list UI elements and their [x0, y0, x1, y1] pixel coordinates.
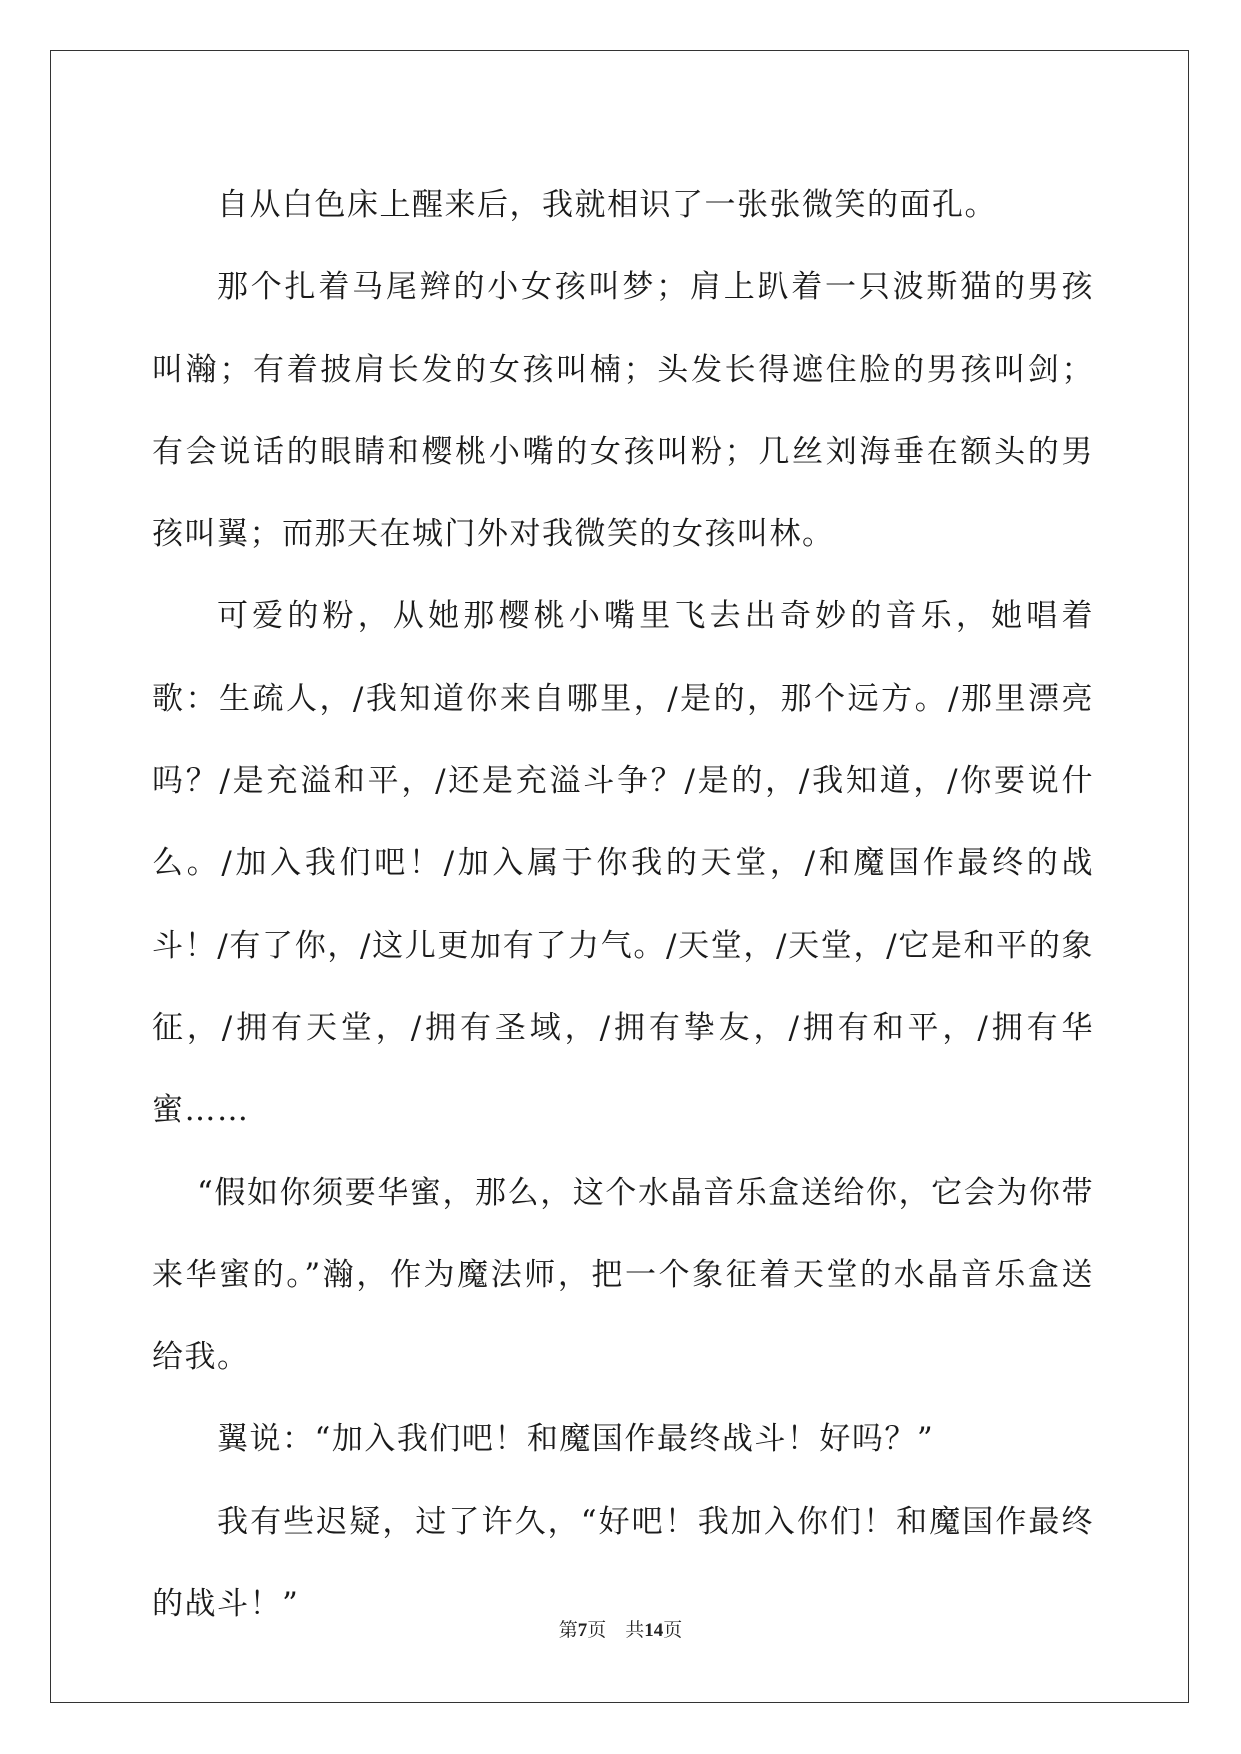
page-mid: 页 共	[587, 1619, 645, 1641]
page-total: 14	[644, 1620, 664, 1641]
page-suffix: 页	[663, 1619, 683, 1641]
paragraph-1: 自从白色床上醒来后，我就相识了一张张微笑的面孔。	[217, 187, 997, 223]
paragraph-6: 我有些迟疑，过了许久，“好吧！我加入你们！和魔国作最终的战斗！”	[152, 1503, 1094, 1623]
paragraph-3: 可爱的粉，从她那樱桃小嘴里飞去出奇妙的音乐，她唱着歌：生疏人，/我知道你来自哪里，/是的，那个远方。/那里漂亮吗？/是充溢和平，/还是充溢斗争？/是的，/我知道，/你要说什么。/加入我们吧！/加入属于你我的天堂，/和魔国作最终的战斗！/有了你，/这儿更加有了力气。/天堂，/天堂，/它是和平的象征，/拥有天堂，/拥有圣域，/拥有挚友，/拥有和平，/拥有华蜜……	[152, 598, 1094, 1129]
page-current: 7	[577, 1620, 588, 1641]
page-footer	[0, 1618, 1241, 1643]
page-prefix: 第	[558, 1619, 578, 1641]
paragraph-4: “假如你须要华蜜，那么，这个水晶音乐盒送给你，它会为你带来华蜜的。”瀚，作为魔法师，把一个象征着天堂的水晶音乐盒送给我。	[152, 1174, 1094, 1376]
paragraph-5: 翼说：“加入我们吧！和魔国作最终战斗！好吗？”	[217, 1421, 935, 1458]
document-body	[152, 164, 1094, 1645]
paragraph-2: 那个扎着马尾辫的小女孩叫梦；肩上趴着一只波斯猫的男孩叫瀚；有着披肩长发的女孩叫楠；头发长得遮住脸的男孩叫剑；有会说话的眼睛和樱桃小嘴的女孩叫粉；几丝刘海垂在额头的男孩叫翼；而那天在城门外对我微笑的女孩叫林。	[152, 269, 1094, 553]
